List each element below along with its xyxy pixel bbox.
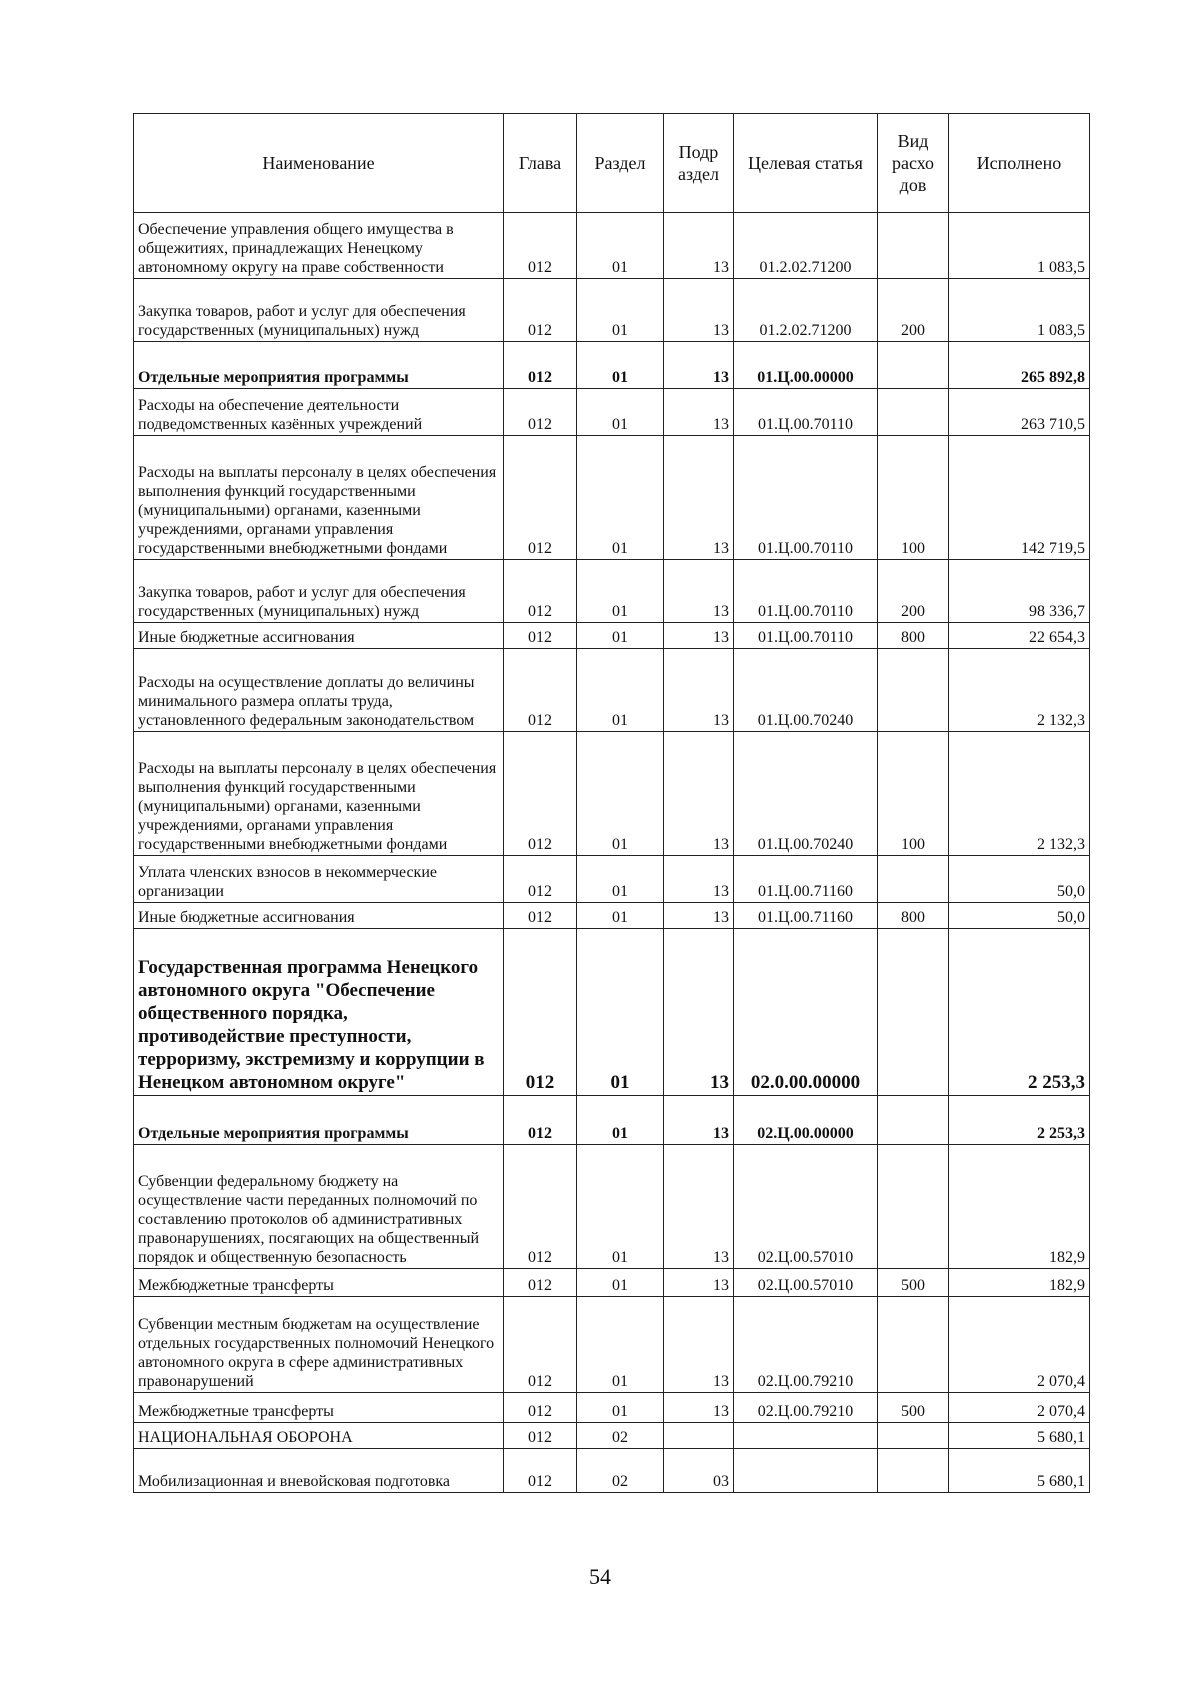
row-tselevaya-statya: 01.2.02.71200 [734,213,878,279]
row-glava: 012 [504,279,577,342]
row-tselevaya-statya: 02.Ц.00.57010 [734,1145,878,1269]
row-glava: 012 [504,1269,577,1297]
row-podrazdel: 13 [664,389,734,436]
row-name: Субвенции федеральному бюджету на осуществление части переданных полномочий по составлению протоколов об административных правонарушениях, посягающих на общественный порядок и общественную безопасность [134,1145,504,1269]
row-razdel: 01 [577,1393,664,1423]
row-tselevaya-statya: 01.Ц.00.70240 [734,649,878,732]
row-podrazdel: 13 [664,929,734,1096]
row-ispolneno: 142 719,5 [949,436,1090,560]
row-name: Расходы на осуществление доплаты до величины минимального размера оплаты труда, установленного федеральным законодательством [134,649,504,732]
row-name: Иные бюджетные ассигнования [134,903,504,929]
row-tselevaya-statya [734,1449,878,1493]
row-vid-raskhodov [878,856,949,903]
row-tselevaya-statya: 01.Ц.00.70110 [734,623,878,649]
row-vid-raskhodov [878,649,949,732]
row-ispolneno: 182,9 [949,1145,1090,1269]
table-row [134,1393,1090,1423]
row-ispolneno: 2 070,4 [949,1393,1090,1423]
row-razdel: 01 [577,436,664,560]
row-name: Расходы на выплаты персоналу в целях обеспечения выполнения функций государственными (муниципальными) органами, казенными учреждениями, органами управления государственными внебюджетными фондами [134,436,504,560]
row-glava: 012 [504,1423,577,1449]
row-name: Межбюджетные трансферты [134,1393,504,1423]
row-tselevaya-statya: 02.Ц.00.57010 [734,1269,878,1297]
table-row [134,1449,1090,1493]
row-ispolneno: 98 336,7 [949,560,1090,623]
row-razdel: 01 [577,560,664,623]
row-tselevaya-statya: 01.Ц.00.71160 [734,856,878,903]
row-ispolneno: 5 680,1 [949,1423,1090,1449]
row-ispolneno: 2 253,3 [949,929,1090,1096]
table-row [134,1423,1090,1449]
row-tselevaya-statya: 01.Ц.00.70240 [734,732,878,856]
row-vid-raskhodov [878,1449,949,1493]
row-razdel: 01 [577,623,664,649]
row-ispolneno: 50,0 [949,856,1090,903]
row-podrazdel: 13 [664,213,734,279]
row-ispolneno: 1 083,5 [949,279,1090,342]
row-glava: 012 [504,560,577,623]
row-vid-raskhodov: 200 [878,560,949,623]
row-glava: 012 [504,1145,577,1269]
row-glava: 012 [504,389,577,436]
row-podrazdel: 13 [664,436,734,560]
row-vid-raskhodov [878,1297,949,1393]
table-row [134,903,1090,929]
row-podrazdel: 13 [664,903,734,929]
row-glava: 012 [504,649,577,732]
row-tselevaya-statya: 02.Ц.00.79210 [734,1393,878,1423]
row-podrazdel: 13 [664,1096,734,1145]
row-vid-raskhodov [878,929,949,1096]
row-ispolneno: 5 680,1 [949,1449,1090,1493]
row-name: Закупка товаров, работ и услуг для обеспечения государственных (муниципальных) нужд [134,560,504,623]
row-razdel: 02 [577,1449,664,1493]
row-razdel: 01 [577,279,664,342]
row-vid-raskhodov [878,1423,949,1449]
row-podrazdel: 13 [664,1297,734,1393]
row-name: Межбюджетные трансферты [134,1269,504,1297]
row-glava: 012 [504,856,577,903]
row-tselevaya-statya: 01.Ц.00.70110 [734,436,878,560]
row-vid-raskhodov: 500 [878,1393,949,1423]
page-number: 54 [589,1564,611,1589]
row-ispolneno: 50,0 [949,903,1090,929]
table-row [134,929,1090,1096]
row-razdel: 01 [577,903,664,929]
row-tselevaya-statya: 01.Ц.00.00000 [734,342,878,389]
row-ispolneno: 2 253,3 [949,1096,1090,1145]
table-row [134,1269,1090,1297]
row-name: НАЦИОНАЛЬНАЯ ОБОРОНА [134,1423,504,1449]
table-row [134,1297,1090,1393]
row-razdel: 01 [577,389,664,436]
table-row [134,560,1090,623]
budget-execution-table [133,113,1090,1493]
header-name: Наименование [134,114,504,213]
row-glava: 012 [504,342,577,389]
row-name: Закупка товаров, работ и услуг для обеспечения государственных (муниципальных) нужд [134,279,504,342]
row-vid-raskhodov: 100 [878,436,949,560]
row-razdel: 01 [577,213,664,279]
row-name: Уплата членских взносов в некоммерческие организации [134,856,504,903]
row-glava: 012 [504,623,577,649]
row-ispolneno: 263 710,5 [949,389,1090,436]
table-row [134,1145,1090,1269]
row-podrazdel: 13 [664,342,734,389]
row-glava: 012 [504,436,577,560]
header-podrazdel: Подр аздел [664,114,734,213]
row-name: Мобилизационная и вневойсковая подготовка [134,1449,504,1493]
header-ispolneno: Исполнено [949,114,1090,213]
table-row [134,436,1090,560]
row-vid-raskhodov: 500 [878,1269,949,1297]
row-podrazdel: 13 [664,1393,734,1423]
table-row [134,732,1090,856]
row-podrazdel: 13 [664,732,734,856]
row-razdel: 01 [577,342,664,389]
row-razdel: 01 [577,1096,664,1145]
table-row [134,279,1090,342]
header-vid-raskhodov: Вид расхо дов [878,114,949,213]
row-name: Отдельные мероприятия программы [134,1096,504,1145]
row-vid-raskhodov: 800 [878,623,949,649]
row-glava: 012 [504,929,577,1096]
row-ispolneno: 22 654,3 [949,623,1090,649]
row-tselevaya-statya: 02.Ц.00.79210 [734,1297,878,1393]
row-glava: 012 [504,732,577,856]
row-podrazdel: 13 [664,649,734,732]
row-podrazdel [664,1423,734,1449]
row-name: Субвенции местным бюджетам на осуществление отдельных государственных полномочий Ненецкого автономного округа в сфере административных правонарушений [134,1297,504,1393]
row-podrazdel: 13 [664,623,734,649]
table-row [134,213,1090,279]
row-name: Отдельные мероприятия программы [134,342,504,389]
row-razdel: 01 [577,1145,664,1269]
row-glava: 012 [504,1297,577,1393]
row-glava: 012 [504,903,577,929]
row-ispolneno: 2 132,3 [949,649,1090,732]
row-razdel: 01 [577,856,664,903]
row-vid-raskhodov: 800 [878,903,949,929]
row-vid-raskhodov [878,342,949,389]
row-glava: 012 [504,1096,577,1145]
header-razdel: Раздел [577,114,664,213]
table-row [134,649,1090,732]
table-row [134,1096,1090,1145]
row-name: Расходы на обеспечение деятельности подведомственных казённых учреждений [134,389,504,436]
row-vid-raskhodov [878,1145,949,1269]
row-razdel: 01 [577,649,664,732]
row-ispolneno: 2 132,3 [949,732,1090,856]
row-name: Расходы на выплаты персоналу в целях обеспечения выполнения функций государственными (муниципальными) органами, казенными учреждениями, органами управления государственными внебюджетными фондами [134,732,504,856]
table-row [134,389,1090,436]
row-razdel: 01 [577,1269,664,1297]
row-podrazdel: 03 [664,1449,734,1493]
header-glava: Глава [504,114,577,213]
row-ispolneno: 2 070,4 [949,1297,1090,1393]
row-ispolneno: 182,9 [949,1269,1090,1297]
row-name: Иные бюджетные ассигнования [134,623,504,649]
table-row [134,342,1090,389]
row-glava: 012 [504,1393,577,1423]
row-vid-raskhodov: 200 [878,279,949,342]
row-tselevaya-statya: 02.0.00.00000 [734,929,878,1096]
table-row [134,856,1090,903]
row-podrazdel: 13 [664,1269,734,1297]
row-tselevaya-statya: 01.Ц.00.70110 [734,389,878,436]
header-tselevaya-statya: Целевая статья [734,114,878,213]
row-tselevaya-statya: 01.Ц.00.71160 [734,903,878,929]
row-glava: 012 [504,213,577,279]
row-razdel: 01 [577,1297,664,1393]
row-podrazdel: 13 [664,560,734,623]
row-tselevaya-statya [734,1423,878,1449]
row-name: Обеспечение управления общего имущества в общежитиях, принадлежащих Ненецкому автономному округу на праве собственности [134,213,504,279]
row-vid-raskhodov [878,1096,949,1145]
row-ispolneno: 1 083,5 [949,213,1090,279]
row-tselevaya-statya: 01.2.02.71200 [734,279,878,342]
row-name: Государственная программа Ненецкого автономного округа "Обеспечение общественного порядка, противодействие преступности, терроризму, экстремизму и коррупции в Ненецком автономном округе" [134,929,504,1096]
row-razdel: 01 [577,929,664,1096]
table-row [134,623,1090,649]
row-ispolneno: 265 892,8 [949,342,1090,389]
row-vid-raskhodov [878,213,949,279]
row-razdel: 01 [577,732,664,856]
row-razdel: 02 [577,1423,664,1449]
row-tselevaya-statya: 02.Ц.00.00000 [734,1096,878,1145]
row-tselevaya-statya: 01.Ц.00.70110 [734,560,878,623]
row-podrazdel: 13 [664,279,734,342]
row-vid-raskhodov: 100 [878,732,949,856]
row-glava: 012 [504,1449,577,1493]
row-vid-raskhodov [878,389,949,436]
row-podrazdel: 13 [664,1145,734,1269]
row-podrazdel: 13 [664,856,734,903]
table-header-row [134,114,1090,213]
